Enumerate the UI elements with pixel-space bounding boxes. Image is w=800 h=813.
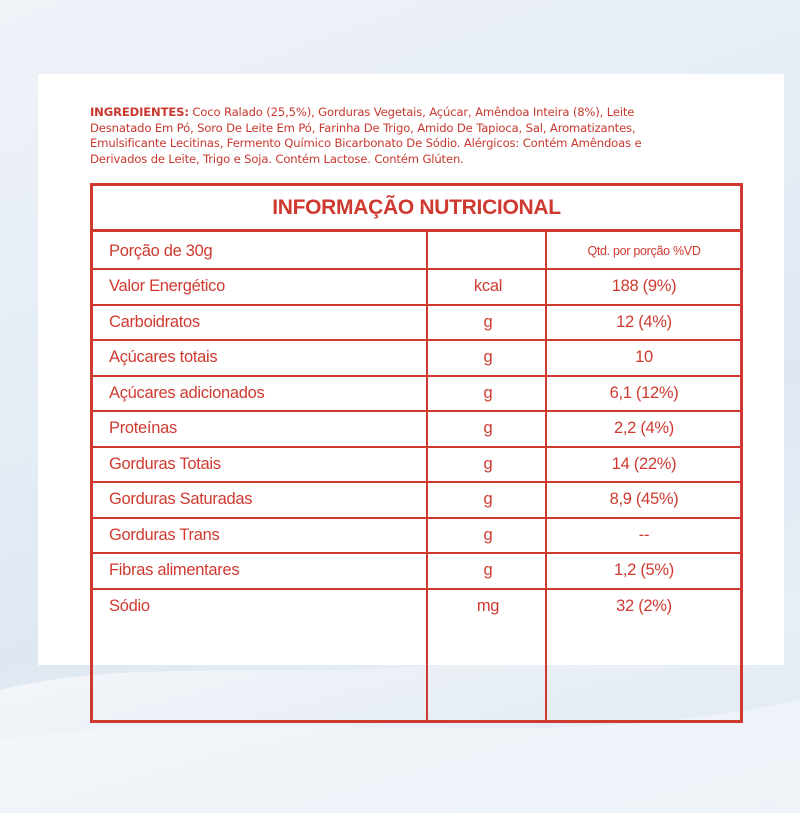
nutrient-name: Valor Energético <box>109 277 225 295</box>
nutrient-name: Gorduras Totais <box>109 454 221 473</box>
table-row <box>93 448 740 484</box>
nutrient-unit: g <box>483 383 493 402</box>
nutrient-name: Proteínas <box>109 419 177 437</box>
portion-label: Porção de 30g <box>109 242 213 260</box>
nutrient-name: Fibras alimentares <box>109 561 240 579</box>
label-card <box>38 74 784 665</box>
table-row <box>93 306 740 342</box>
unit-header <box>429 232 547 268</box>
ingredients-line-4: Derivados de Leite, Trigo e Soja. Contém Lactose. Contém Glúten. <box>90 151 464 166</box>
nutrient-value: 32 (2%) <box>616 596 672 615</box>
table-row <box>93 554 740 590</box>
nutrient-unit: g <box>483 454 493 473</box>
nutrient-name: Açúcares adicionados <box>109 383 265 402</box>
nutrient-name: Sódio <box>109 596 150 615</box>
nutrition-rows <box>93 232 740 625</box>
nutrient-unit: g <box>483 525 493 544</box>
nutrient-value: 188 (9%) <box>611 277 677 295</box>
nutrient-value: 14 (22%) <box>611 454 677 473</box>
table-row <box>93 519 740 555</box>
value-header: Qtd. por porção %VD <box>587 244 701 258</box>
nutrient-value: 2,2 (4%) <box>614 419 674 437</box>
nutrient-value: 10 <box>635 348 653 366</box>
nutrient-value: -- <box>638 525 650 544</box>
nutrition-title: INFORMAÇÃO NUTRICIONAL <box>272 196 561 219</box>
ingredients-line-1: Coco Ralado (25,5%), Gorduras Vegetais, Açúcar, Amêndoa Inteira (8%), Leite <box>192 105 635 119</box>
table-row <box>93 483 740 519</box>
nutrient-name: Gorduras Trans <box>109 525 220 544</box>
table-header-row <box>93 232 740 270</box>
nutrient-value: 6,1 (12%) <box>609 383 679 402</box>
table-row <box>93 377 740 413</box>
nutrient-unit: g <box>483 419 493 437</box>
table-row <box>93 412 740 448</box>
nutrient-name: Açúcares totais <box>109 348 218 366</box>
nutrient-name: Gorduras Saturadas <box>109 490 253 508</box>
nutrient-value: 12 (4%) <box>616 312 672 331</box>
nutrient-unit: g <box>483 312 493 331</box>
nutrient-unit: g <box>483 561 493 579</box>
ingredients-label: INGREDIENTES: <box>90 105 189 119</box>
table-row <box>93 341 740 377</box>
table-row <box>93 270 740 306</box>
ingredients-line-3: Emulsificante Lecitinas, Fermento Químico Bicarbonato De Sódio. Alérgicos: Contém Amêndoas e <box>90 136 642 150</box>
table-row <box>93 590 740 626</box>
nutrient-unit: mg <box>476 596 500 615</box>
ingredients-text <box>90 105 690 167</box>
nutrient-value: 1,2 (5%) <box>614 561 674 579</box>
nutrient-value: 8,9 (45%) <box>609 490 679 508</box>
ingredients-line-2: Desnatado Em Pó, Soro De Leite Em Pó, Farinha De Trigo, Amido De Tapioca, Sal, Aromatizantes, <box>90 120 636 135</box>
nutrient-unit: g <box>483 490 493 508</box>
nutrition-table <box>90 183 743 723</box>
nutrient-name: Carboidratos <box>109 312 200 331</box>
nutrient-unit: g <box>483 348 493 366</box>
nutrient-unit: kcal <box>473 277 503 295</box>
